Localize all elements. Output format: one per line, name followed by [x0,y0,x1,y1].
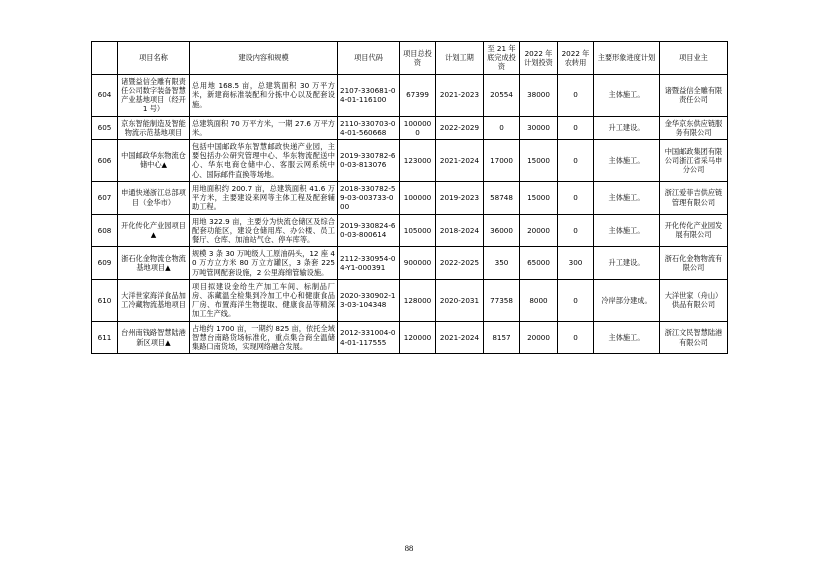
cell-total: 900000 [400,247,436,280]
cell-owner: 诸暨益信全雕有限责任公司 [660,74,728,116]
header-total-investment: 项目总投资 [400,42,436,75]
cell-progress: 冷岸部分建成。 [594,279,660,321]
cell-plan: 15000 [520,139,558,181]
cell-total: 67399 [400,74,436,116]
cell-content: 规模 3 条 30 万吨级人工原油码头，12 座 40 万方立方米 80 万立方罐区，3 条套 225 万吨管网配套设施，2 公里海绵管输设施。 [190,247,338,280]
project-table [91,41,728,354]
header-2022-land-conversion: 2022 年农转用 [558,42,594,75]
cell-seq: 606 [92,139,118,181]
cell-code: 2019-330824-60-03-800614 [338,214,400,247]
table-row [92,139,728,181]
cell-done: 8157 [484,321,520,354]
cell-land: 0 [558,181,594,214]
cell-code: 2110-330703-04-01-560668 [338,116,400,139]
cell-progress: 主体施工。 [594,181,660,214]
cell-code: 2107-330681-04-01-116100 [338,74,400,116]
table-row [92,321,728,354]
cell-project-name: 申通快递浙江总部项目（金华市） [118,181,190,214]
cell-land: 300 [558,247,594,280]
cell-code: 2012-331004-04-01-117555 [338,321,400,354]
cell-content: 用地 322.9 亩，主要分为快流仓储区及综合配套功能区，建设仓储用库、办公楼、员工餐厅、仓库、加油站气仓、停车库等。 [190,214,338,247]
cell-total: 105000 [400,214,436,247]
header-completed-by-2021: 至 21 年底完成投资 [484,42,520,75]
cell-code: 2020-330902-13-03-104348 [338,279,400,321]
cell-project-name: 浙石化金物流仓物流基地项目▲ [118,247,190,280]
cell-period: 2022-2029 [436,116,484,139]
cell-project-name: 开化传化产业园项目▲ [118,214,190,247]
cell-content: 包括中国邮政华东智慧邮政快递产业园，主要包括办公研究管理中心、华东物流配送中心、华东电商仓储中心、客服云网系统中心、国际邮件直换等场地。 [190,139,338,181]
table-row [92,279,728,321]
cell-progress: 主体施工。 [594,321,660,354]
cell-seq: 609 [92,247,118,280]
table-row [92,181,728,214]
cell-owner: 浙江文民智慧陆港有限公司 [660,321,728,354]
cell-land: 0 [558,74,594,116]
cell-code: 2019-330782-60-03-813076 [338,139,400,181]
project-table-wrapper [91,41,727,354]
cell-period: 2022-2025 [436,247,484,280]
cell-project-name: 京东智能制造及智能物流示范基地项目 [118,116,190,139]
cell-code: 2112-330954-04-Y1-000391 [338,247,400,280]
cell-period: 2018-2024 [436,214,484,247]
cell-owner: 浙江爱菲吉供应链管理有限公司 [660,181,728,214]
cell-plan: 20000 [520,214,558,247]
cell-plan: 20000 [520,321,558,354]
cell-done: 58748 [484,181,520,214]
cell-plan: 15000 [520,181,558,214]
cell-period: 2021-2024 [436,321,484,354]
cell-progress: 主体施工。 [594,214,660,247]
cell-project-name: 诸暨益信全雕有限责任公司数字装备智慧产业基地项目（经开 1 号） [118,74,190,116]
cell-total: 128000 [400,279,436,321]
cell-code: 2018-330782-59-03-003733-000 [338,181,400,214]
header-schedule: 计划工期 [436,42,484,75]
cell-project-name: 中国邮政华东物流仓储中心▲ [118,139,190,181]
cell-total: 123000 [400,139,436,181]
cell-land: 0 [558,279,594,321]
table-row [92,214,728,247]
cell-seq: 607 [92,181,118,214]
cell-plan: 38000 [520,74,558,116]
cell-period: 2019-2023 [436,181,484,214]
table-header-row [92,42,728,75]
cell-land: 0 [558,139,594,181]
cell-land: 0 [558,116,594,139]
cell-total: 100000 [400,181,436,214]
cell-done: 77358 [484,279,520,321]
table-row [92,74,728,116]
cell-owner: 金华京东供应链服务有限公司 [660,116,728,139]
header-project-name: 项目名称 [118,42,190,75]
cell-done: 0 [484,116,520,139]
cell-progress: 主体施工。 [594,139,660,181]
table-row [92,116,728,139]
cell-done: 36000 [484,214,520,247]
cell-content: 总建筑面积 70 万平方米，一期 27.6 万平方米。 [190,116,338,139]
cell-project-name: 大洋世家海洋食品加工冷藏物流基地项目 [118,279,190,321]
header-progress-plan: 主要形象进度计划 [594,42,660,75]
cell-project-name: 台州南钱路智慧陆港新区项目▲ [118,321,190,354]
cell-total: 1000000 [400,116,436,139]
cell-done: 20554 [484,74,520,116]
cell-done: 350 [484,247,520,280]
cell-content: 总用地 168.5 亩，总建筑面积 30 万平方米，新建商标准装配和分拣中心以及配套设施。 [190,74,338,116]
cell-owner: 开化传化产业园发展有限公司 [660,214,728,247]
header-seq [92,42,118,75]
cell-progress: 主体施工。 [594,74,660,116]
cell-progress: 升工建设。 [594,247,660,280]
header-project-code: 项目代码 [338,42,400,75]
cell-land: 0 [558,214,594,247]
cell-content: 用地面积约 200.7 亩，总建筑面积 41.6 万平方米，主要建设来网等主体工程及配套辅助工程。 [190,181,338,214]
cell-content: 项目拟建设金给生产加工车间、标制品厂房、冻藏温全检集到冷加工中心和健康食品厂房、布置海洋生物提取、健康食品等精深加工生产线。 [190,279,338,321]
table-row [92,247,728,280]
cell-owner: 大洋世家（舟山）供品有限公司 [660,279,728,321]
page-number: 88 [404,543,414,553]
header-owner: 项目业主 [660,42,728,75]
cell-seq: 608 [92,214,118,247]
cell-seq: 604 [92,74,118,116]
header-2022-plan: 2022 年计划投资 [520,42,558,75]
cell-owner: 浙石化金物物流有限公司 [660,247,728,280]
cell-total: 120000 [400,321,436,354]
cell-land: 0 [558,321,594,354]
cell-owner: 中国邮政集团有限公司浙江省采马申分公司 [660,139,728,181]
cell-seq: 611 [92,321,118,354]
cell-period: 2021-2023 [436,74,484,116]
cell-period: 2020-2031 [436,279,484,321]
cell-plan: 30000 [520,116,558,139]
cell-content: 占地约 1700 亩，一期约 825 亩，依托全域智慧台南路货场标准化，重点集合商全温储集路口南货场，实现网络融合发展。 [190,321,338,354]
cell-done: 17000 [484,139,520,181]
cell-progress: 升工建设。 [594,116,660,139]
cell-plan: 8000 [520,279,558,321]
cell-seq: 610 [92,279,118,321]
cell-period: 2021-2024 [436,139,484,181]
cell-plan: 65000 [520,247,558,280]
cell-seq: 605 [92,116,118,139]
header-content-scale: 建设内容和规模 [190,42,338,75]
